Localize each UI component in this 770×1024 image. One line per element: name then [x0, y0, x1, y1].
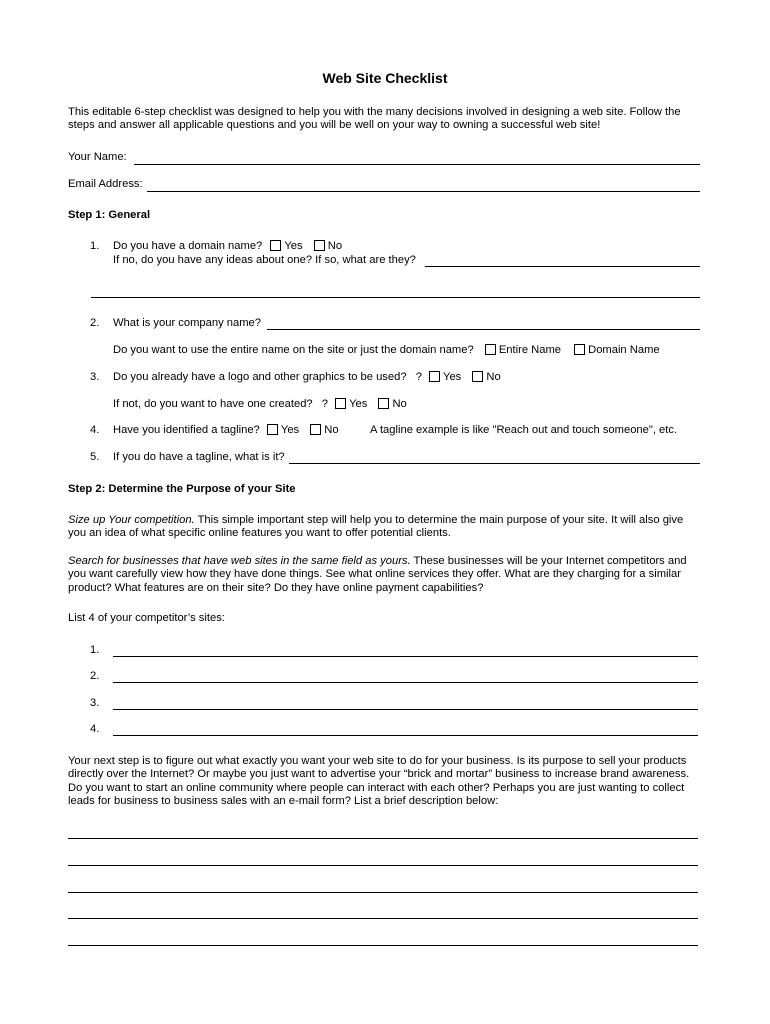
q4-text: Have you identified a tagline?	[113, 424, 260, 436]
q1-yes-checkbox[interactable]	[270, 240, 281, 251]
q4-number: 4.	[90, 424, 100, 436]
q1-text: Do you have a domain name?	[113, 240, 263, 252]
name-label: Your Name:	[68, 151, 127, 163]
q1-number: 1.	[90, 240, 100, 252]
description-line-4[interactable]	[68, 918, 698, 919]
entire-name-checkbox[interactable]	[485, 344, 496, 355]
search-lead: Search for businesses that have web sites in the same field as yours.	[68, 555, 411, 567]
q3-sub-mark: ?	[321, 398, 328, 410]
purpose-paragraph: Your next step is to figure out what exactly you want your web site to do for your business. Is its purpose to sell your products directly over the Internet? Or maybe you just want to advertise your “brick and mortar” business to increase brand awareness. Do you want to start an online community where people can interact with each other? Perhaps you are just wanting to collect leads for business to business sales with an e-mail form? List a brief description below:	[68, 755, 690, 808]
competitor-field-2[interactable]	[113, 682, 698, 683]
q4-no-label: No	[324, 424, 339, 436]
q5-number: 5.	[90, 451, 100, 463]
competitor-field-3[interactable]	[113, 709, 698, 710]
description-line-5[interactable]	[68, 945, 698, 946]
domain-name-label: Domain Name	[588, 344, 660, 356]
q3-sub-text: If not, do you want to have one created?	[113, 398, 313, 410]
email-label: Email Address:	[68, 178, 143, 190]
q1-no-label: No	[327, 240, 343, 252]
tagline-example: A tagline example is like "Reach out and touch someone", etc.	[370, 424, 678, 436]
q2-question: What is your company name?	[113, 317, 261, 329]
company-name-field[interactable]	[267, 329, 700, 330]
step2-heading: Step 2: Determine the Purpose of your Site	[68, 483, 296, 495]
search-paragraph	[68, 555, 704, 595]
q1-idea-field[interactable]	[425, 266, 700, 267]
q5-question: If you do have a tagline, what is it?	[113, 451, 285, 463]
q3-subquestion	[113, 398, 407, 410]
q3-yes-checkbox[interactable]	[429, 371, 440, 382]
q3-sub-yes-checkbox[interactable]	[335, 398, 346, 409]
q1-yes-label: Yes	[284, 240, 303, 252]
q3-no-checkbox[interactable]	[472, 371, 483, 382]
page-title: Web Site Checklist	[322, 70, 448, 86]
q3-question	[113, 371, 501, 383]
q1-idea-field-2[interactable]	[91, 297, 700, 298]
tagline-field[interactable]	[289, 463, 700, 464]
competitor-number-4: 4.	[90, 723, 100, 735]
q3-number: 3.	[90, 371, 100, 383]
search-body: These businesses will be your Internet competitors and you want carefully view how they have done things. See what online services they offer. What are they charging for a similar product? What features are on their site? Do they have online payment capabilities?	[68, 555, 687, 594]
name-field[interactable]	[134, 164, 700, 165]
domain-name-checkbox[interactable]	[574, 344, 585, 355]
q1-subquestion: If no, do you have any ideas about one? If so, what are they?	[113, 254, 416, 266]
q1-no-checkbox[interactable]	[314, 240, 325, 251]
q2-subquestion	[113, 344, 660, 356]
email-field[interactable]	[147, 191, 700, 192]
q3-sub-yes-label: Yes	[349, 398, 368, 410]
intro-paragraph: This editable 6-step checklist was designed to help you with the many decisions involved in designing a web site. Follow the steps and answer all applicable questions and you will be well on your way to owning a successful web site!	[68, 106, 681, 132]
entire-name-label: Entire Name	[498, 344, 561, 356]
step1-heading: Step 1: General	[68, 209, 151, 221]
competition-paragraph	[68, 514, 704, 541]
competitor-field-1[interactable]	[113, 656, 698, 657]
q4-yes-checkbox[interactable]	[267, 424, 278, 435]
q4-yes-label: Yes	[280, 424, 300, 436]
q3-yes-label: Yes	[443, 371, 462, 383]
q2-number: 2.	[90, 317, 100, 329]
competitor-field-4[interactable]	[113, 735, 698, 736]
q3-sub-no-label: No	[392, 398, 407, 410]
competition-lead: Size up Your competition.	[68, 514, 195, 526]
q4-no-checkbox[interactable]	[310, 424, 321, 435]
competitor-number-3: 3.	[90, 697, 100, 709]
q3-mark: ?	[415, 371, 422, 383]
competition-body: This simple important step will help you to determine the main purpose of your site. It will also give you an idea of what specific online features you want to offer potential clients.	[68, 514, 684, 540]
q4-question	[113, 424, 339, 436]
q2-sub-text: Do you want to use the entire name on the site or just the domain name?	[113, 344, 474, 356]
description-line-3[interactable]	[68, 892, 698, 893]
competitor-number-1: 1.	[90, 644, 100, 656]
description-line-2[interactable]	[68, 865, 698, 866]
description-line-1[interactable]	[68, 838, 698, 839]
q3-no-label: No	[486, 371, 501, 383]
q3-text: Do you already have a logo and other graphics to be used?	[113, 371, 407, 383]
competitor-list-label: List 4 of your competitor’s sites:	[68, 612, 225, 624]
q1-question	[113, 240, 342, 252]
q3-sub-no-checkbox[interactable]	[378, 398, 389, 409]
competitor-number-2: 2.	[90, 670, 100, 682]
